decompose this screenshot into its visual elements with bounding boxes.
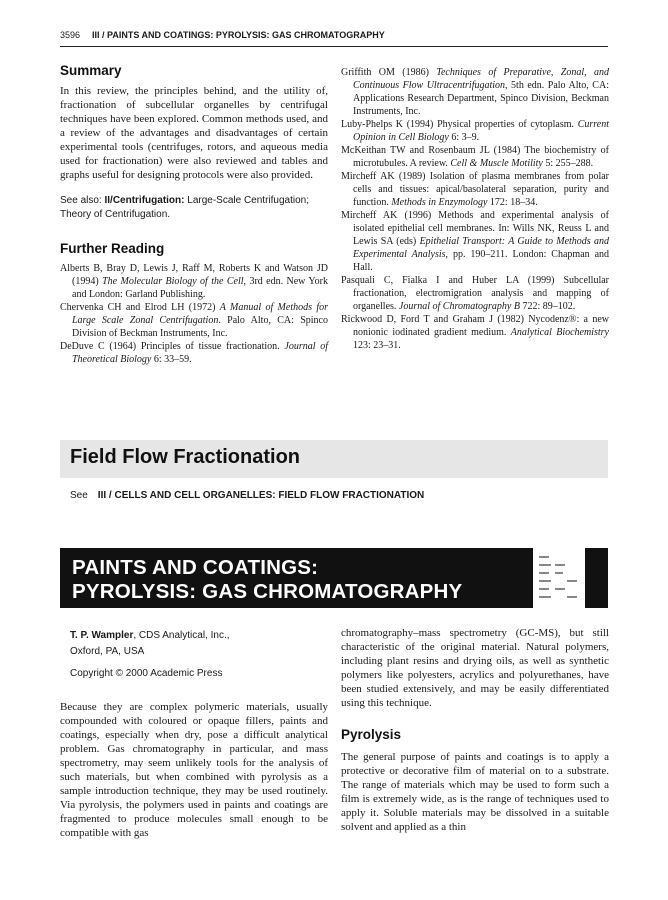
reference-title: Techniques of Preparative, Zonal, and Continuous Flow Ultracentrifugation (353, 67, 610, 91)
reference-title: The Molecular Biology of the Cell (102, 276, 244, 287)
reference-title: Epithelial Transport: A Guide to Methods and Experimental Analysis (353, 236, 609, 260)
summary-body: In this review, the principles behind, and the utility of, fractionation of subcellular organelles by centrifugal techniques have been explored. Common methods used, and a review of the advantages and disadvantages of certain experimental tools (centrifuges, rotors, and aqueous media used for fractionation) were also reviewed and tables and graphs useful for designing protocols were also provided. (60, 85, 328, 181)
left-reference-list (60, 262, 328, 366)
page-number: 3596 (60, 30, 81, 40)
pyrolysis-heading: Pyrolysis (341, 727, 402, 742)
reference-authors: Rickwood D, Ford T and Graham J (1982) Nycodenz®: a new nonionic iodinated gradient medium. (341, 314, 609, 338)
reference-title: Cell & Muscle Motility (450, 158, 543, 169)
field-flow-see (70, 490, 424, 501)
right-reference-list (341, 66, 609, 352)
reference-title: Methods in Enzymology (391, 197, 488, 208)
reference-item (341, 66, 609, 118)
reference-details: 5: 255–288. (542, 158, 594, 169)
reference-authors: Luby-Phelps K (1994) Physical properties of cytoplasm. (341, 119, 578, 130)
see-also-label: See also: (60, 195, 102, 206)
further-reading-heading: Further Reading (60, 241, 165, 256)
reference-details: , 5th edn. Palo Alto, CA: Applications Research Department, Spinco Division, Beckman Instruments, Inc. (353, 80, 609, 117)
reference-details: 6: 3–9. (448, 132, 480, 143)
left-column-top (60, 64, 328, 366)
running-title: III / PAINTS AND COATINGS: PYROLYSIS: GAS CHROMATOGRAPHY (92, 30, 385, 40)
reference-item (341, 274, 609, 313)
reference-authors: Griffith OM (1986) (341, 67, 437, 78)
reference-details: 172: 18–34. (487, 197, 538, 208)
reference-item (60, 340, 328, 366)
reference-title: Journal of Chromatography B (398, 301, 520, 312)
reference-authors: DeDuve C (1964) Principles of tissue fractionation. (60, 341, 285, 352)
left-column-bottom (60, 700, 328, 840)
reference-title: Journal of Theoretical Biology (72, 341, 328, 365)
reference-details: , 3rd edn. New York and London: Garland Publishing. (72, 276, 328, 300)
article-title-line-1: PAINTS AND COATINGS: (72, 556, 319, 579)
reference-details: . Palo Alto, CA: Spinco Division of Beckman Instruments, Inc. (72, 315, 328, 339)
reference-details: 6: 33–59. (151, 354, 192, 365)
reference-title: Current Opinion in Cell Biology (353, 119, 609, 143)
chromatogram-icon (533, 548, 585, 608)
reference-item (341, 170, 609, 209)
reference-authors: Pasquali C, Fialka I and Huber LA (1999) Subcellular fractionation, electromigration analysis and mapping of organelles. (341, 275, 609, 312)
reference-details: 722: 89–102. (519, 301, 576, 312)
reference-item (341, 144, 609, 170)
see-also-rest[interactable]: Large-Scale Centrifugation; Theory of Centrifugation. (60, 195, 310, 220)
reference-authors: Mircheff AK (1996) Methods and experimental analysis of isolated epithelial cell membranes. In: Wills NK, Reuss L and Lewis SA (eds) (341, 210, 609, 247)
see-label: See (70, 490, 88, 501)
field-flow-title: Field Flow Fractionation (70, 446, 300, 468)
see-also (60, 194, 328, 222)
reference-item (341, 209, 609, 274)
reference-title: Analytical Biochemistry (510, 327, 609, 338)
copyright: Copyright © 2000 Academic Press (70, 668, 223, 679)
reference-item (341, 313, 609, 352)
article-title-line-2: PYROLYSIS: GAS CHROMATOGRAPHY (72, 580, 463, 603)
reference-authors: Chervenka CH and Elrod LH (1972) (60, 302, 220, 313)
pyrolysis-body: The general purpose of paints and coatings is to apply a protective or decorative film of material on to a substrate. The range of materials which may be used to form such a film is extremely wide, as is the range of techniques used to apply it. Soluble materials may be dissolved in a suitable solvent and applied as a thin (341, 751, 609, 833)
article-title (72, 556, 462, 604)
reference-authors: Mircheff AK (1989) Isolation of plasma membranes from polar cells and tissues: apical/basolateral separation, purity and function. (341, 171, 609, 208)
right-column-top (341, 66, 609, 352)
field-flow-see-link[interactable]: III / CELLS AND CELL ORGANELLES: FIELD FLOW FRACTIONATION (97, 490, 425, 501)
intro-paragraph: Because they are complex polymeric materials, usually compounded with coloured or opaque fillers, paints and coatings, especially when dry, pose a difficult analytical problem. Gas chromatography in particular, and mass spectrometry, may seem unlikely tools for the analysis of such materials, but when combined with pyrolysis as a sample introduction technique, they may be used routinely. Via pyrolysis, the polymers used in paints and coatings are fragmented to produce molecules small enough to be compatible with gas (60, 701, 328, 839)
reference-authors: Alberts B, Bray D, Lewis J, Raff M, Roberts K and Watson JD (1994) (60, 263, 328, 287)
reference-item (60, 301, 328, 340)
reference-details: , pp. 190–211. London: Chapman and Hall. (353, 249, 610, 273)
author-location: Oxford, PA, USA (70, 646, 145, 657)
author-block (70, 628, 230, 682)
reference-title: A Manual of Methods for Large Scale Zonal Centrifugation (72, 302, 328, 326)
reference-authors: McKeithan TW and Rosenbaum JL (1984) The biochemistry of microtubules. A review. (341, 145, 609, 169)
intro-continued: chromatography–mass spectrometry (GC-MS), but still characteristic of the original material. Natural polymers, including plant resins and drying oils, as well as synthetic polymers like polyesters, acrylics and polyurethanes, have been studied extensively, and may be easily differentiated using this technique. (341, 627, 609, 709)
right-column-bottom (341, 626, 609, 834)
author-name: T. P. Wampler (70, 630, 134, 641)
header-rule (60, 46, 608, 47)
reference-details: 123: 23–31. (353, 340, 401, 351)
author-affiliation: , CDS Analytical, Inc., (133, 630, 230, 641)
reference-item (341, 118, 609, 144)
summary-heading: Summary (60, 63, 122, 78)
see-also-link[interactable]: II/Centrifugation: (104, 195, 185, 206)
running-header (60, 30, 608, 40)
reference-item (60, 262, 328, 301)
